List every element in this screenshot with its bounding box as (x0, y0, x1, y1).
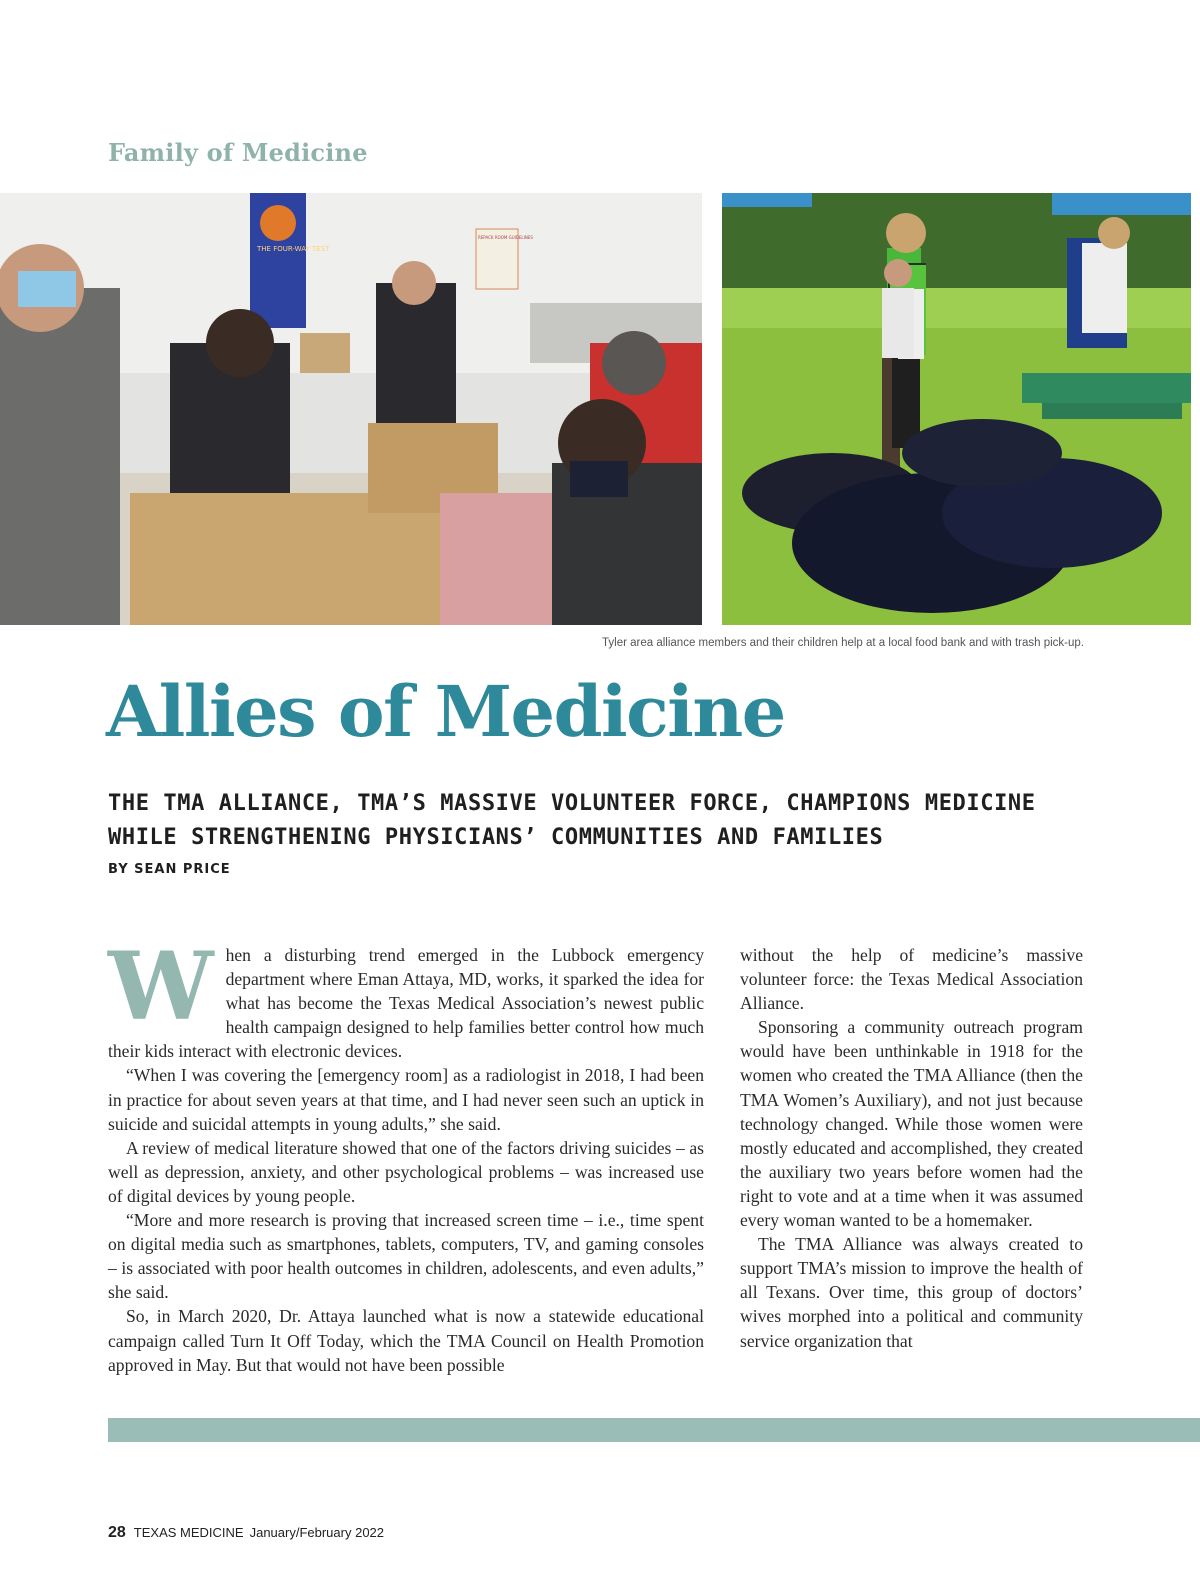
byline: BY SEAN PRICE (108, 862, 231, 877)
page-footer (108, 1524, 384, 1542)
trash-pickup-photo (722, 193, 1191, 625)
paragraph-text: hen a disturbing trend emerged in the Lubbock emergency department where Eman Attaya, MD, works, it sparked the idea for what has become the Texas Medical Association’s newest public health campaign designed to help families better control how much their kids interact with electronic devices. (108, 945, 704, 1062)
body-paragraph (108, 932, 704, 1063)
photo-caption: Tyler area alliance members and their children help at a local food bank and with trash pick-up. (602, 637, 1084, 649)
magazine-name: TEXAS MEDICINE (133, 1525, 244, 1540)
body-paragraph: Sponsoring a community outreach program would have been unthinkable in 1918 for the women who created the TMA Alliance (then the TMA Women’s Auxiliary), and not just because technology changed. While those women were mostly educated and accomplished, they created the auxiliary two years before women had the right to vote and at a time when it was assumed every woman wanted to be a homemaker. (740, 1017, 1083, 1231)
repack-sign: REPACK ROOM GUIDELINES (478, 235, 533, 240)
drop-cap: W (108, 932, 214, 1042)
body-paragraph: “When I was covering the [emergency room] as a radiologist in 2018, I had been in practice for about seven years at that time, and I had never seen such an uptick in suicide and suicidal attempts in young adults,” she said. (108, 1065, 704, 1134)
issue-date: January/February 2022 (249, 1525, 385, 1540)
article-deck: THE TMA ALLIANCE, TMA’S MASSIVE VOLUNTEER FORCE, CHAMPIONS MEDICINE WHILE STRENGTHENING PHYSICIANS’ COMMUNITIES AND FAMILIES (108, 791, 1036, 850)
food-bank-photo (0, 193, 702, 625)
body-column-right (740, 943, 1083, 1353)
body-paragraph: The TMA Alliance was always created to support TMA’s mission to improve the health of all Texans. Over time, this group of doctors’ wives morphed into a political and community service organization that (740, 1234, 1083, 1351)
article-headline: Allies of Medicine (106, 670, 785, 753)
body-paragraph: A review of medical literature showed that one of the factors driving suicides – as well as depression, anxiety, and other psychological problems – was increased use of digital devices by young people. (108, 1137, 704, 1206)
body-column-left (108, 932, 704, 1377)
section-label: Family of Medicine (108, 138, 368, 167)
photo-icon (0, 193, 702, 625)
page-number: 28 (108, 1524, 126, 1541)
poster-title: THE FOUR-WAY TEST (257, 245, 330, 253)
footer-rule-bar (108, 1418, 1200, 1442)
body-paragraph: So, in March 2020, Dr. Attaya launched what is now a statewide educational campaign called Turn It Off Today, which the TMA Council on Health Promotion approved in May. But that would not have been possible (108, 1306, 704, 1375)
photo-icon (722, 193, 1191, 625)
body-paragraph: “More and more research is proving that increased screen time – i.e., time spent on digital media such as smartphones, tablets, computers, TV, and gaming consoles – is associated with poor health outcomes in children, adolescents, and even adults,” she said. (108, 1210, 704, 1303)
body-paragraph: without the help of medicine’s massive volunteer force: the Texas Medical Association Alliance. (740, 945, 1083, 1014)
